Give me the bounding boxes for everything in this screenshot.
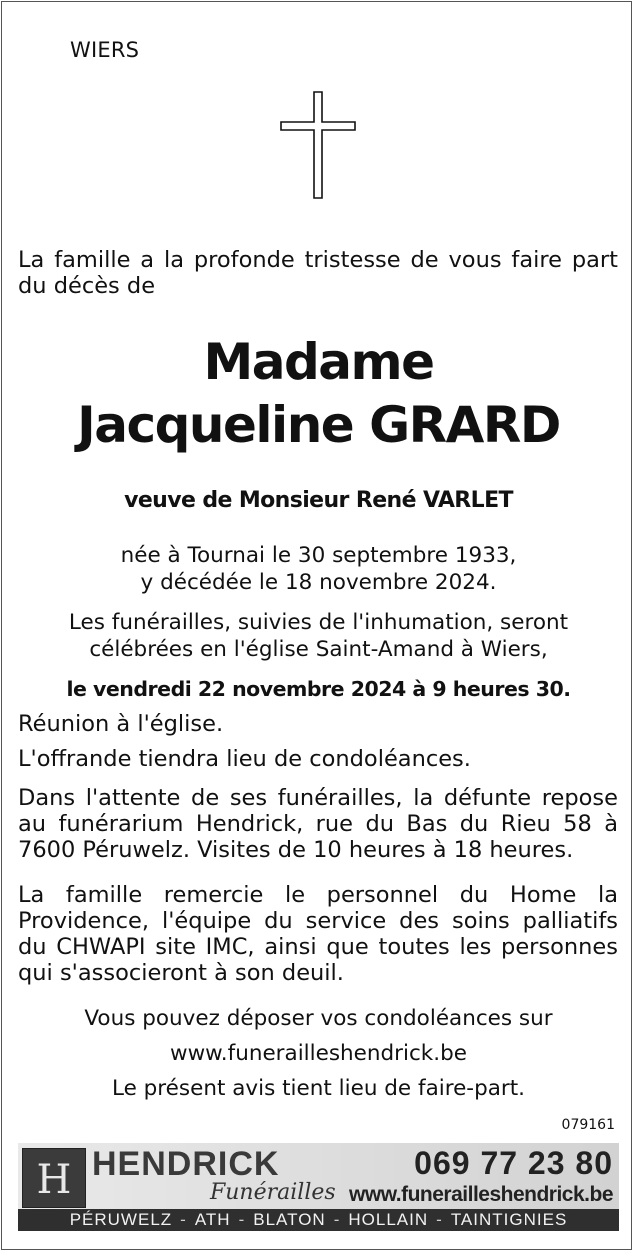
birth-line: née à Tournai le 30 septembre 1933, [120, 543, 517, 568]
separator: - [180, 1210, 187, 1229]
intro-text: La famille a la profonde tristesse de vous faire part du décès de [18, 247, 618, 299]
condolences-line: Vous pouvez déposer vos condoléances sur [84, 1006, 553, 1031]
condolences-website[interactable]: www.funerailleshendrick.be [170, 1041, 467, 1066]
location-peruwelz: PÉRUWELZ [69, 1210, 173, 1229]
deceased-title: Madame [203, 333, 434, 391]
separator: - [238, 1210, 246, 1229]
brand-name: HENDRICK [92, 1145, 280, 1183]
obituary-frame [1, 1, 632, 1250]
thanks-text: La famille remercie le personnel du Home la Providence, l'équipe du service des soins palliatifs du CHWAPI site IMC, ainsi que toutes les personnes qui s'associeront à son deuil. [18, 882, 618, 986]
phone-number[interactable]: 069 77 23 80 [414, 1145, 613, 1181]
death-line: y décédée le 18 novembre 2024. [140, 570, 497, 595]
funeral-line-1: Les funérailles, suivies de l'inhumation, seront [68, 610, 569, 635]
monogram-glyph [34, 1153, 74, 1203]
hendrick-monogram-icon [22, 1148, 86, 1208]
separator: - [333, 1210, 341, 1229]
banner-website[interactable]: www.funerailleshendrick.be [349, 1183, 613, 1206]
location-ath: ATH [194, 1210, 231, 1229]
obituary-content [2, 2, 631, 1249]
latin-cross-icon [280, 91, 356, 199]
funeral-home-banner [18, 1143, 619, 1231]
reference-number: 079161 [561, 1117, 615, 1133]
deceased-name: Jacqueline GRARD [77, 396, 560, 454]
separator: - [436, 1210, 443, 1229]
locations-bar [18, 1209, 619, 1231]
brand-subtitle: Funérailles [210, 1180, 336, 1205]
location-taintignies: TAINTIGNIES [450, 1210, 568, 1229]
location-blaton: BLATON [253, 1210, 326, 1229]
funeral-line-2: célébrées en l'église Saint-Amand à Wiers, [89, 637, 548, 662]
notice-line: Le présent avis tient lieu de faire-part. [112, 1076, 525, 1101]
svg-text:H: H [36, 1157, 72, 1203]
repose-text: Dans l'attente de ses funérailles, la défunte repose au funérarium Hendrick, rue du Bas du Rieu 58 à 7600 Péruwelz. Visites de 10 heures à 18 heures. [18, 785, 618, 863]
widow-of-line: veuve de Monsieur René VARLET [124, 488, 513, 513]
location-label: WIERS [70, 38, 140, 62]
meeting-text: Réunion à l'église. [18, 711, 224, 737]
offering-text: L'offrande tiendra lieu de condoléances. [18, 746, 471, 772]
funeral-date: le vendredi 22 novembre 2024 à 9 heures 30. [66, 677, 571, 701]
location-hollain: HOLLAIN [348, 1210, 429, 1229]
